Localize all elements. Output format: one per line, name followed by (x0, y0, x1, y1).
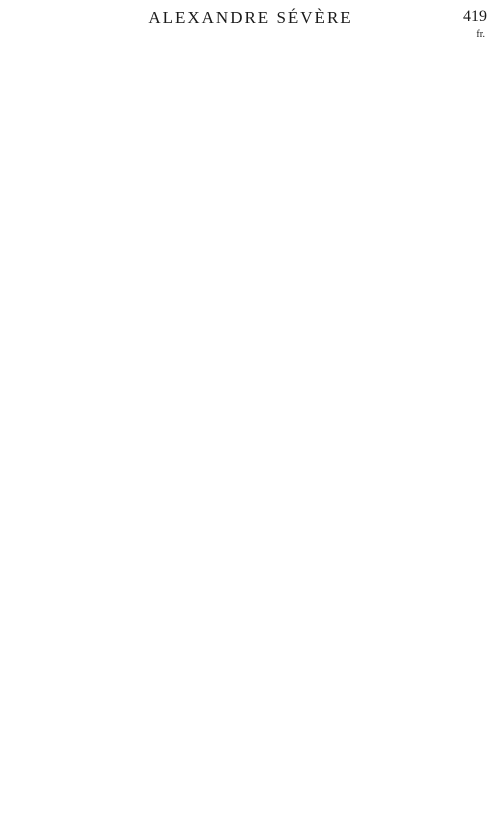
page-number: 419 (463, 8, 487, 25)
running-title: ALEXANDRE SÉVÈRE (148, 8, 353, 27)
currency-unit: fr. (476, 29, 485, 40)
